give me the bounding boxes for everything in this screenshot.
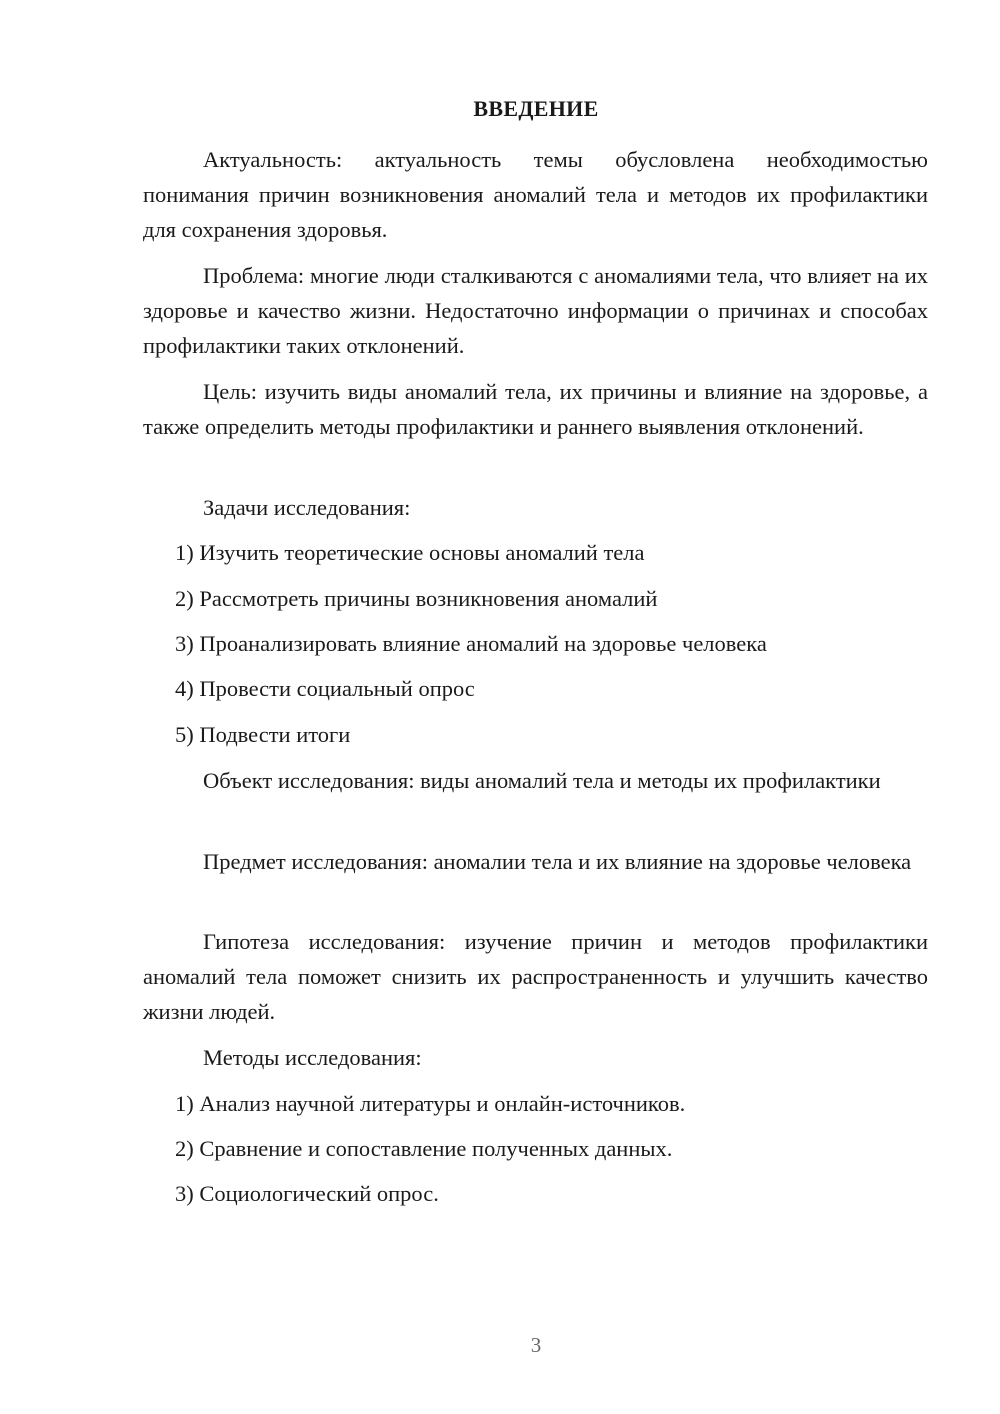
- relevance-paragraph: Актуальность: актуальность темы обусловлена необходимостью понимания причин возникновения аномалий тела и методов их профилактики для сохранения здоровья.: [143, 147, 928, 242]
- methods-heading: Методы исследования:: [203, 1045, 422, 1070]
- method-item-1: 1) Анализ научной литературы и онлайн-источников.: [175, 1091, 686, 1116]
- subject-paragraph: Предмет исследования: аномалии тела и их влияние на здоровье человека: [203, 849, 912, 874]
- object-paragraph: Объект исследования: виды аномалий тела и методы их профилактики: [203, 768, 881, 793]
- page-title: ВВЕДЕНИЕ: [473, 96, 599, 121]
- task-item-5: 5) Подвести итоги: [175, 722, 351, 747]
- task-item-4: 4) Провести социальный опрос: [175, 676, 475, 701]
- method-item-2: 2) Сравнение и сопоставление полученных данных.: [175, 1136, 673, 1161]
- tasks-heading: Задачи исследования:: [203, 495, 411, 520]
- task-item-1: 1) Изучить теоретические основы аномалий тела: [175, 540, 645, 565]
- page-number: 3: [530, 1333, 542, 1357]
- task-item-3: 3) Проанализировать влияние аномалий на здоровье человека: [175, 631, 767, 656]
- method-item-3: 3) Социологический опрос.: [175, 1181, 439, 1206]
- task-item-2: 2) Рассмотреть причины возникновения аномалий: [175, 586, 658, 611]
- goal-paragraph: Цель: изучить виды аномалий тела, их причины и влияние на здоровье, а также определить методы профилактики и раннего выявления отклонений.: [143, 379, 928, 439]
- hypothesis-paragraph: Гипотеза исследования: изучение причин и методов профилактики аномалий тела поможет снизить их распространенность и улучшить качество жизни людей.: [143, 929, 928, 1024]
- problem-paragraph: Проблема: многие люди сталкиваются с аномалиями тела, что влияет на их здоровье и качество жизни. Недостаточно информации о причинах и способах профилактики таких отклонений.: [143, 263, 928, 358]
